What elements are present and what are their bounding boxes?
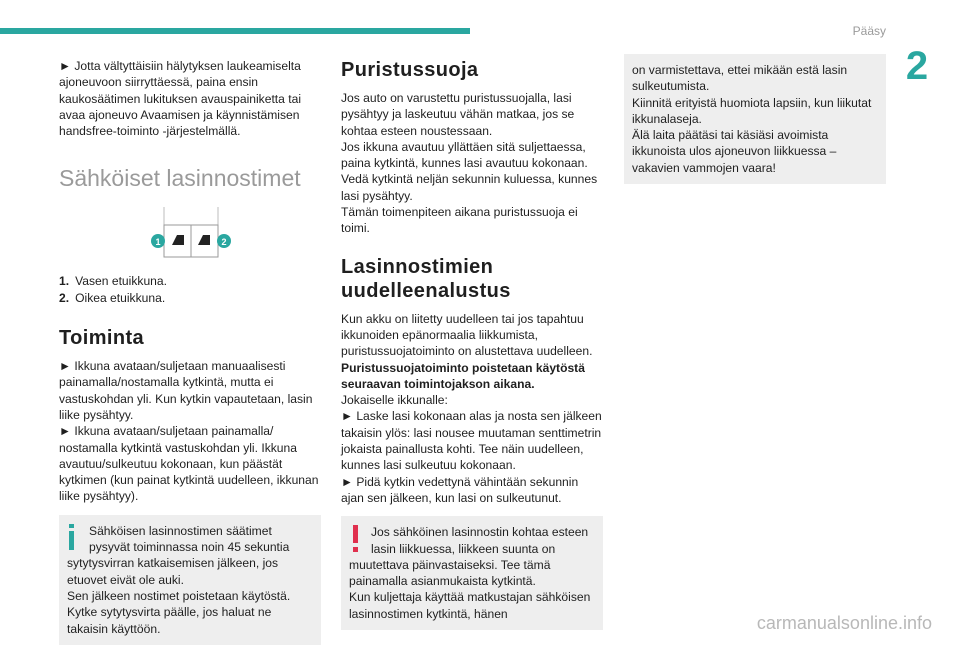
operation-paragraph-1: ► Ikkuna avataan/suljetaan manuaalisesti painamalla/nostamalla kytkintä, mutta ei vastuskohdan yli. Kun kytkin vapautetaan, lasin liike pysähtyy. [59, 359, 313, 422]
list-item [59, 290, 321, 306]
warning-cont-paragraph-3: Älä laita päätäsi tai käsiäsi avoimista ikkunoista ulos ajoneuvon liikkuessa – vakavien vammojen vaara! [632, 128, 837, 175]
section-title-anti-pinch: Puristussuoja [341, 59, 479, 81]
info-text: sytytysvirran katkaisemisen jälkeen, jos etuovet eivät ole auki. [67, 556, 279, 587]
operation-paragraph-2: ► Ikkuna avataan/suljetaan painamalla/ nostamalla kytkintä vastuskohdan yli. Ikkuna avautuu/sulkeutuu kokonaan, kun päästät kytkimen (kun painat kytkintä uudelleen, ikkunan liike pysähtyy). [59, 424, 319, 504]
info-icon [67, 524, 81, 550]
watermark: carmanualsonline.info [756, 613, 932, 633]
anti-pinch-paragraph-2: Jos ikkuna avautuu yllättäen sitä suljettaessa, paina kytkintä, kunnes lasi avautuu kokonaan. Vedä kytkintä neljän sekunnin kuluessa, kunnes lasi pysähtyy. [341, 139, 598, 203]
reinit-paragraph-4: ► Pidä kytkin vedettynä vähintään sekunnin ajan sen jälkeen, kun lasi on sulkeutunut. [341, 474, 579, 505]
window-switch-illustration [151, 207, 231, 259]
list-number: 2. [59, 290, 70, 305]
list-number: 1. [59, 274, 70, 289]
reinit-bold-paragraph: Puristussuojatoiminto poistetaan käytöstä seuraavan toimintojakson aikana. [341, 360, 585, 391]
section-title-power-windows: Sähköiset lasinnostimet [59, 165, 301, 192]
callout-2: 2 [221, 237, 227, 248]
window-switch-diagram [151, 207, 231, 259]
callout-1: 1 [155, 237, 161, 248]
list-item [59, 273, 321, 289]
warning-cont-paragraph-1: on varmistettava, ettei mikään estä lasin sulkeutumista. [632, 63, 848, 94]
warning-icon [351, 525, 361, 553]
column-right [624, 58, 886, 184]
reinit-paragraph-1: Kun akku on liitetty uudelleen tai jos tapahtuu ikkunoiden epänormaalia liikkumista, puristussuojatoiminto on alustettava uudelleen. [341, 311, 593, 359]
warning-box [341, 516, 603, 630]
list-text: Vasen etuikkuna. [75, 274, 167, 289]
column-middle [341, 58, 603, 630]
header-accent-bar [0, 28, 470, 34]
info-line-2: pysyvät toiminnassa noin 45 sekuntia [89, 540, 290, 555]
warning-text: muutettava päinvastaiseksi. Tee tämä painamalla asianmukaista kytkintä. [349, 557, 551, 589]
list-text: Oikea etuikkuna. [75, 290, 166, 305]
anti-pinch-paragraph-3: Tämän toimenpiteen aikana puristussuoja ei toimi. [341, 205, 578, 236]
page-header-title: Pääsy [852, 24, 886, 38]
section-title-operation: Toiminta [59, 327, 145, 350]
section-title-reinit: Lasinnostimien uudelleenalustus [341, 255, 511, 302]
info-box [59, 515, 321, 645]
warning-text-2: Kun kuljettaja käyttää matkustajan sähköisen lasinnostimen kytkintä, hänen [349, 590, 591, 621]
warning-box-continued [624, 54, 886, 184]
chapter-number: 2 [905, 44, 929, 88]
warning-line-2: lasin liikkuessa, liikkeen suunta on [371, 541, 556, 556]
anti-pinch-paragraph-1: Jos auto on varustettu puristussuojalla, lasi pysähtyy ja laskeutuu vähän matkaa, jos se kohtaa esteen noustessaan. [341, 91, 575, 138]
warning-cont-paragraph-2: Kiinnitä erityistä huomiota lapsiin, kun liikutat ikkunalaseja. [632, 95, 872, 126]
info-line-1: Sähköisen lasinnostimen säätimet [89, 523, 272, 538]
info-text-2: Sen jälkeen nostimet poistetaan käytöstä. Kytke sytytysvirta päälle, jos haluat ne takaisin käyttöön. [67, 588, 291, 636]
column-left [59, 58, 321, 645]
warning-line-1: Jos sähköinen lasinnostin kohtaa esteen [371, 525, 589, 540]
reinit-paragraph-3: ► Laske lasi kokonaan alas ja nosta sen jälkeen takaisin ylös: lasi nousee muutaman senttimetrin jokaista painallusta kohti. Tee näin uudelleen, kunnes lasi sulkeutuu kokonaan. [341, 409, 602, 473]
intro-paragraph: ► Jotta vältyttäisiin hälytyksen laukeamiselta ajoneuvoon siirryttäessä, paina ensin kaukosäätimen lukituksen avauspainiketta tai avaa ajoneuvo Avaamisen ja käynnistämisen handsfree-toiminto -järjestelmällä. [59, 59, 302, 139]
reinit-paragraph-2: Jokaiselle ikkunalle: [341, 393, 448, 408]
